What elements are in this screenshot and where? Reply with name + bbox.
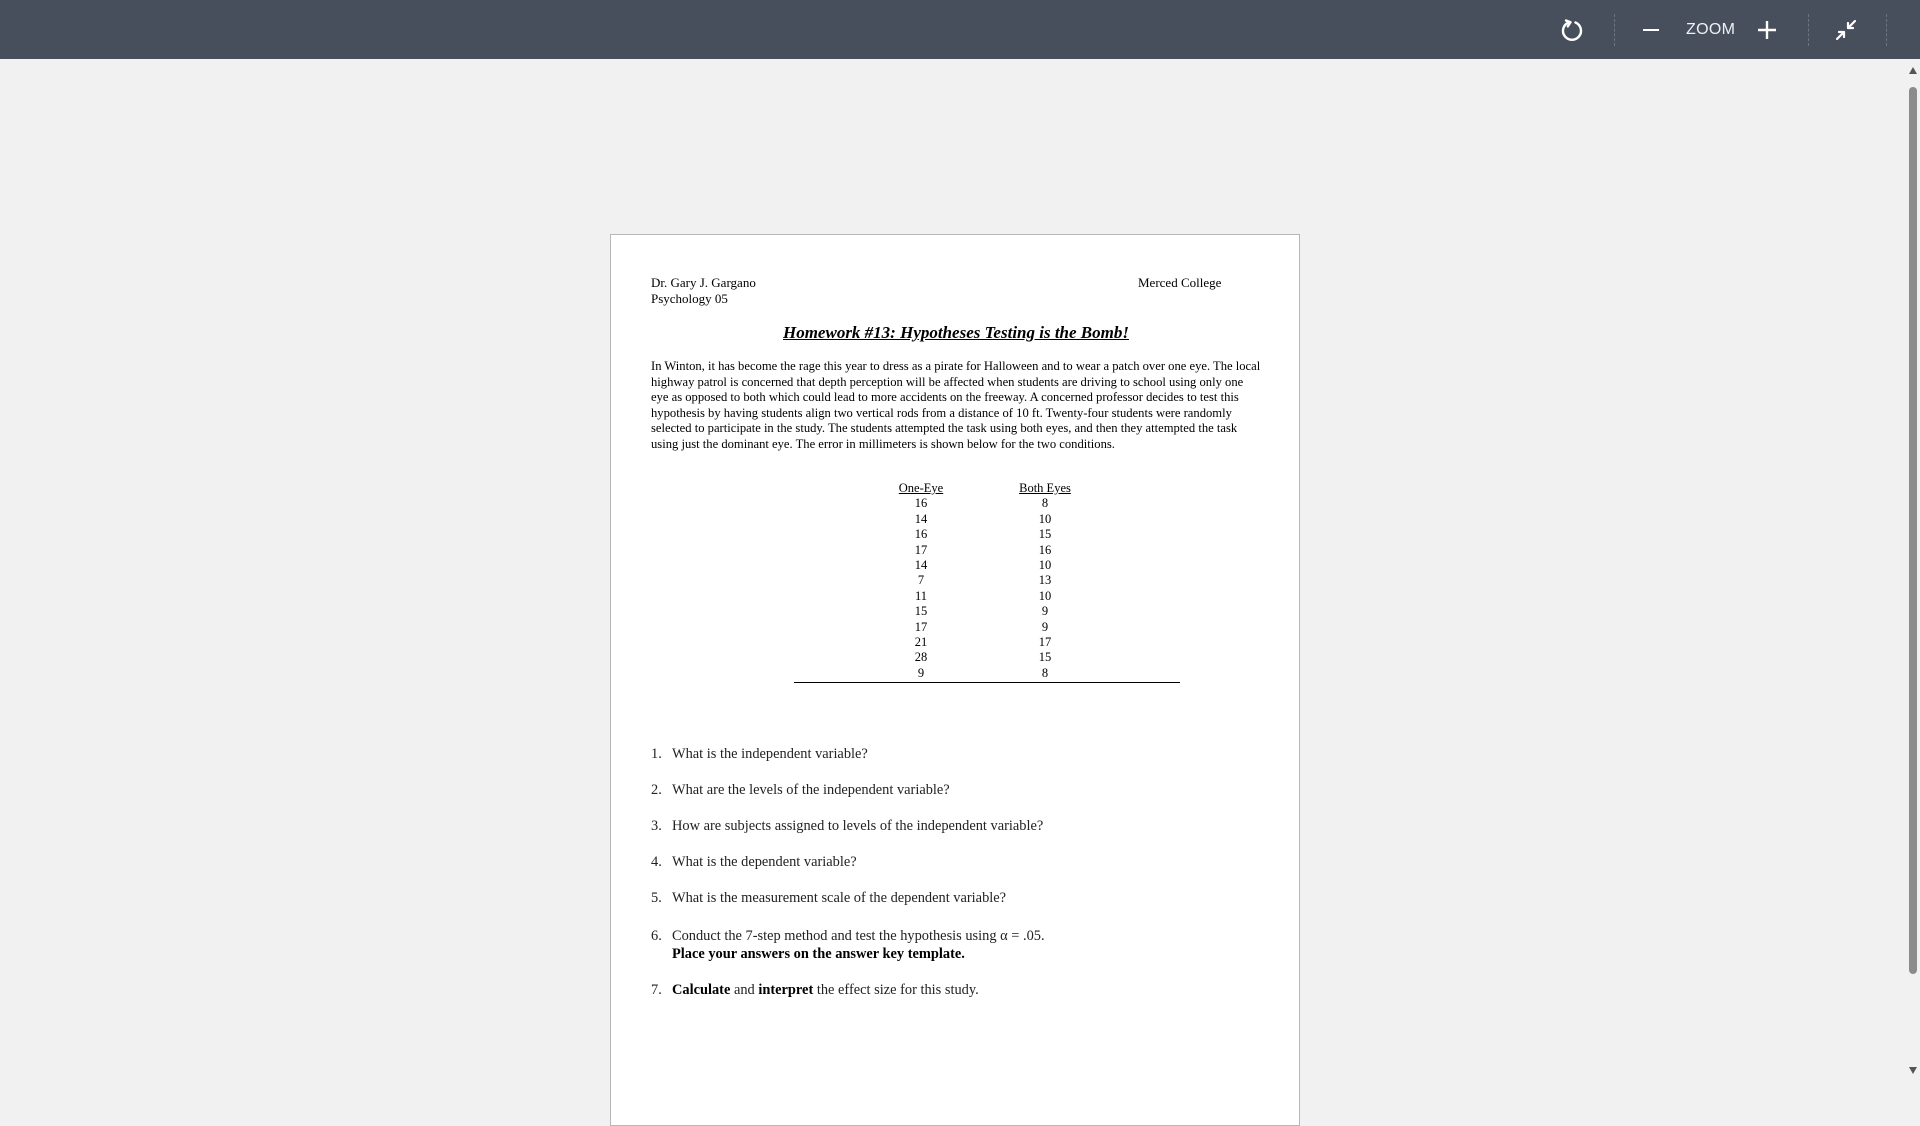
institution-name: Merced College [1138, 275, 1222, 290]
viewer-toolbar [0, 0, 1920, 59]
question-number: 7. [651, 982, 662, 998]
question-number: 2. [651, 782, 662, 798]
data-cell: 15 [914, 604, 928, 619]
data-cell: 9 [1041, 619, 1049, 634]
question-number: 5. [651, 890, 662, 906]
scroll-down-arrow-icon[interactable] [1909, 1067, 1917, 1074]
zoom-in-icon [1756, 19, 1778, 41]
collapse-icon [1834, 18, 1858, 42]
question-text [672, 927, 1272, 963]
data-cell: 14 [914, 558, 928, 573]
question-text: What is the dependent variable? [672, 854, 857, 870]
data-cell: 16 [914, 496, 928, 511]
page-title: Homework #13: Hypotheses Testing is the Bomb! [782, 323, 1129, 342]
data-cell: 14 [914, 511, 928, 526]
document-page [610, 234, 1300, 1126]
data-cell: 9 [917, 665, 925, 680]
table-rule [794, 682, 1180, 683]
data-cell: 15 [1038, 527, 1052, 542]
vertical-scrollbar[interactable] [1906, 59, 1920, 1080]
toolbar-divider [1886, 14, 1887, 46]
question-number: 3. [651, 818, 662, 834]
data-cell: 10 [1038, 558, 1052, 573]
toolbar-divider [1614, 14, 1615, 46]
data-cell: 13 [1038, 573, 1052, 588]
exit-fullscreen-button[interactable] [1830, 0, 1862, 59]
rotate-icon [1559, 17, 1585, 43]
data-cell: 10 [1038, 588, 1052, 603]
question-number: 1. [651, 746, 662, 762]
question-text-part: the effect size for this study. [816, 982, 979, 998]
column-header: Both Eyes [1019, 481, 1071, 495]
document-viewer[interactable] [0, 59, 1906, 1080]
question-keyword: interpret [758, 982, 814, 998]
data-cell: 17 [1038, 635, 1052, 650]
rotate-button[interactable] [1555, 0, 1589, 59]
data-cell: 8 [1041, 665, 1049, 680]
question-text: What is the measurement scale of the dependent variable? [672, 890, 1007, 906]
question-text-part: and [733, 982, 755, 998]
data-cell: 7 [917, 573, 925, 588]
data-cell: 8 [1041, 496, 1049, 511]
author-name: Dr. Gary J. Gargano [651, 275, 756, 290]
toolbar-divider [1808, 14, 1809, 46]
data-cell: 11 [914, 588, 928, 603]
zoom-label: ZOOM [1686, 21, 1736, 38]
course-name: Psychology 05 [651, 291, 728, 306]
zoom-out-button[interactable] [1636, 0, 1666, 59]
one-eye-column [893, 481, 949, 681]
data-cell: 21 [914, 635, 928, 650]
data-cell: 9 [1041, 604, 1049, 619]
question-number: 4. [651, 854, 662, 870]
data-cell: 15 [1038, 650, 1052, 665]
data-cell: 16 [1038, 542, 1052, 557]
scroll-up-arrow-icon[interactable] [1909, 67, 1917, 74]
column-header: One-Eye [898, 481, 944, 495]
both-eyes-column [1013, 481, 1077, 681]
data-cell: 16 [914, 527, 928, 542]
data-cell: 17 [914, 619, 928, 634]
question-text: What is the independent variable? [672, 746, 868, 762]
intro-paragraph: In Winton, it has become the rage this year to dress as a pirate for Halloween and to wear a patch over one eye. The local highway patrol is concerned that depth perception will be affected when students are driving to school using only one eye as opposed to both which could lead to more accidents on the freeway. A concerned professor decides to test this hypothesis by having students align two vertical rods from a distance of 10 ft. Twenty-four students were randomly selected to participate in the study. The students attempted the task using both eyes, and then they attempted the task using just the dominant eye. The error in millimeters is shown below for the two conditions. [651, 359, 1261, 451]
question-number: 6. [651, 928, 662, 944]
zoom-out-icon [1641, 20, 1661, 40]
question-text [672, 981, 1272, 999]
question-text: How are subjects assigned to levels of the independent variable? [672, 818, 1044, 834]
question-keyword: Calculate [672, 982, 731, 998]
data-cell: 10 [1038, 511, 1052, 526]
data-cell: 17 [914, 542, 928, 557]
question-instruction: Place your answers on the answer key template. [672, 946, 965, 962]
data-cell: 28 [914, 650, 928, 665]
question-text-line: Conduct the 7-step method and test the hypothesis using α = .05. [672, 928, 1045, 944]
question-text: What are the levels of the independent variable? [672, 782, 950, 798]
scrollbar-thumb[interactable] [1909, 87, 1917, 974]
zoom-in-button[interactable] [1752, 0, 1782, 59]
